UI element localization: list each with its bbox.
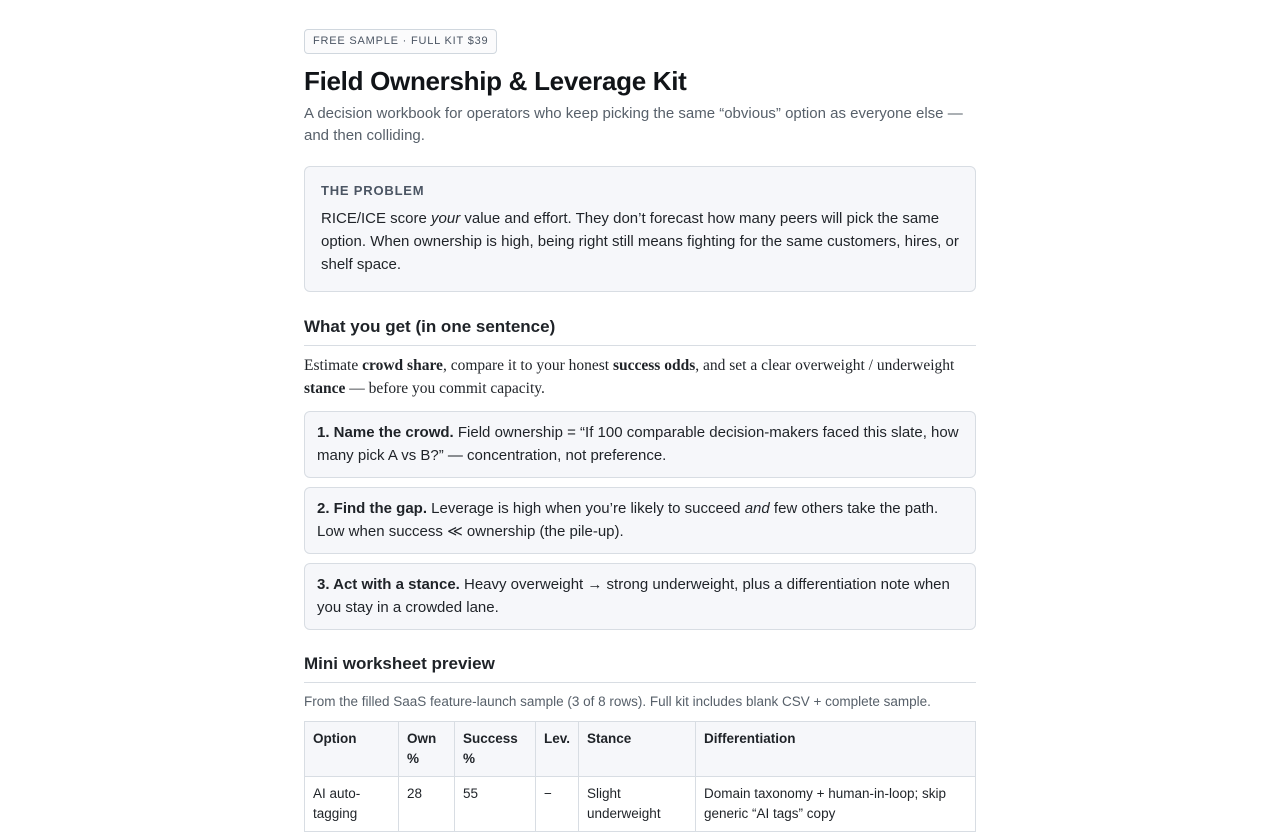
what-you-get-heading: What you get (in one sentence) bbox=[304, 316, 976, 346]
table-header-row bbox=[305, 722, 976, 777]
sentence-part: , and set a clear overweight / underweight bbox=[695, 357, 955, 374]
problem-text-emphasis: your bbox=[431, 210, 461, 227]
sentence-part: , compare it to your honest bbox=[442, 357, 613, 374]
column-header-leverage: Lev. bbox=[536, 722, 579, 777]
step-title: 1. Name the crowd. bbox=[317, 424, 454, 441]
step-text: Field ownership = “If 100 comparable decision-makers faced this slate, how many pick A vs B?” — concentration, not preference. bbox=[317, 424, 959, 464]
step-card-2 bbox=[304, 487, 976, 554]
sentence-part: — before you commit capacity. bbox=[345, 380, 545, 397]
page-title: Field Ownership & Leverage Kit bbox=[304, 66, 687, 96]
step-title: 2. Find the gap. bbox=[317, 500, 428, 517]
problem-title: THE PROBLEM bbox=[321, 183, 425, 198]
cell-option: AI auto-tagging bbox=[305, 777, 399, 832]
worksheet-table bbox=[304, 721, 976, 832]
sentence-bold-stance: stance bbox=[304, 380, 346, 397]
price-badge: FREE SAMPLE · FULL KIT $39 bbox=[304, 29, 497, 54]
cell-leverage: − bbox=[536, 777, 579, 832]
worksheet-heading: Mini worksheet preview bbox=[304, 653, 976, 683]
step-text: Heavy overweight → strong underweight, plus a differentiation note when you stay in a crowded lane. bbox=[317, 576, 950, 616]
sentence-bold-crowd-share: crowd share bbox=[362, 357, 443, 374]
worksheet-note: From the filled SaaS feature-launch sample (3 of 8 rows). Full kit includes blank CSV + complete sample. bbox=[304, 694, 931, 709]
column-header-stance: Stance bbox=[579, 722, 696, 777]
page-subtitle: A decision workbook for operators who keep picking the same “obvious” option as everyone else — and then colliding. bbox=[304, 105, 963, 144]
what-you-get-sentence bbox=[304, 354, 976, 400]
step-text-emphasis: and bbox=[744, 500, 770, 517]
problem-text-part: RICE/ICE score bbox=[321, 210, 432, 227]
step-text: few others take the path. Low when success ≪ ownership (the pile-up). bbox=[317, 500, 939, 540]
problem-text-part: value and effort. They don’t forecast how many peers will pick the same option. When ownership is high, being right still means fighting for the same customers, hires, or shelf space. bbox=[321, 210, 959, 273]
column-header-own: Own % bbox=[399, 722, 455, 777]
step-text: Leverage is high when you’re likely to succeed bbox=[427, 500, 745, 517]
table-row bbox=[305, 777, 976, 832]
problem-text bbox=[321, 207, 959, 276]
column-header-success: Success % bbox=[455, 722, 536, 777]
sentence-part: Estimate bbox=[304, 357, 363, 374]
step-card-3 bbox=[304, 563, 976, 630]
problem-callout bbox=[304, 166, 976, 292]
step-card-1 bbox=[304, 411, 976, 478]
cell-success: 55 bbox=[455, 777, 536, 832]
cell-differentiation: Domain taxonomy + human-in-loop; skip generic “AI tags” copy bbox=[696, 777, 976, 832]
step-title: 3. Act with a stance. bbox=[317, 576, 460, 593]
cell-stance: Slight underweight bbox=[579, 777, 696, 832]
sentence-bold-success-odds: success odds bbox=[612, 357, 696, 374]
column-header-option: Option bbox=[305, 722, 399, 777]
column-header-differentiation: Differentiation bbox=[696, 722, 976, 777]
cell-own: 28 bbox=[399, 777, 455, 832]
page bbox=[304, 0, 976, 832]
